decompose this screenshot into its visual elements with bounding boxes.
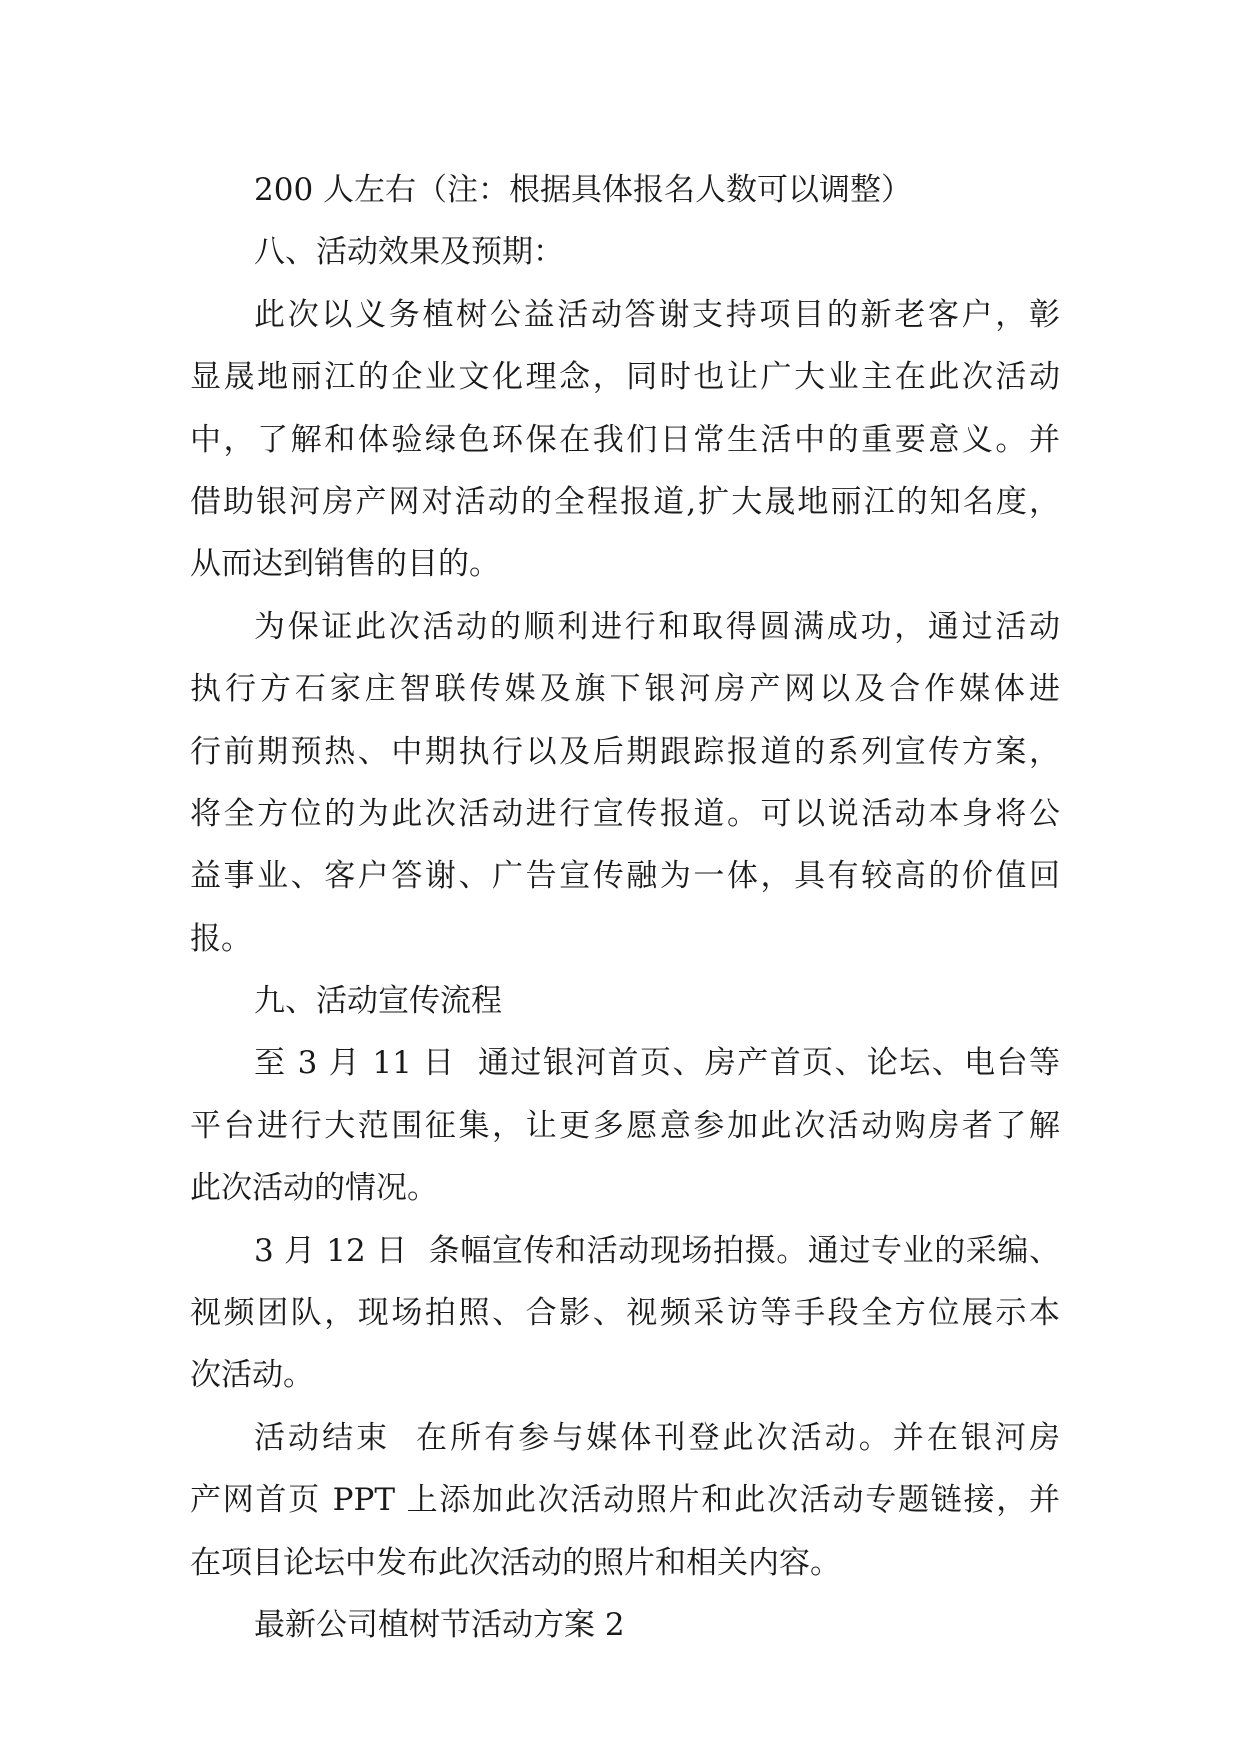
text-line: 九、活动宣传流程 (254, 983, 502, 1020)
text-line: 最新公司植树节活动方案 2 (254, 1606, 625, 1643)
text-line: 此次活动的情况。 (190, 1170, 438, 1207)
text-line: 执行方石家庄智联传媒及旗下银河房产网以及合作媒体进 (190, 671, 1060, 708)
text-line: 八、活动效果及预期： (254, 234, 564, 271)
text-line: 产网首页 PPT 上添加此次活动照片和此次活动专题链接，并 (190, 1482, 1060, 1519)
text-line: 此次以义务植树公益活动答谢支持项目的新老客户，彰 (254, 296, 1060, 333)
text-line: 次活动。 (190, 1357, 314, 1394)
text-line: 平台进行大范围征集，让更多愿意参加此次活动购房者了解 (190, 1107, 1060, 1144)
document-body (190, 159, 1060, 1656)
text-line: 至 3 月 11 日 通过银河首页、房产首页、论坛、电台等 (254, 1045, 1060, 1082)
text-line: 200 人左右（注：根据具体报名人数可以调整） (254, 172, 913, 208)
text-line: 在项目论坛中发布此次活动的照片和相关内容。 (190, 1544, 841, 1581)
text-line: 活动结束 在所有参与媒体刊登此次活动。并在银河房 (254, 1419, 1060, 1456)
text-line: 从而达到销售的目的。 (190, 546, 500, 583)
text-line: 视频团队，现场拍照、合影、视频采访等手段全方位展示本 (190, 1295, 1060, 1332)
text-line: 借助银河房产网对活动的全程报道,扩大晟地丽江的知名度， (190, 483, 1060, 520)
text-line: 为保证此次活动的顺利进行和取得圆满成功，通过活动 (254, 608, 1060, 645)
text-line: 显晟地丽江的企业文化理念，同时也让广大业主在此次活动 (190, 359, 1060, 396)
text-line: 益事业、客户答谢、广告宣传融为一体，具有较高的价值回 (190, 858, 1060, 895)
text-line: 报。 (190, 920, 252, 957)
text-line: 中，了解和体验绿色环保在我们日常生活中的重要意义。并 (190, 421, 1060, 458)
text-line: 行前期预热、中期执行以及后期跟踪报道的系列宣传方案， (190, 733, 1060, 770)
text-line: 将全方位的为此次活动进行宣传报道。可以说活动本身将公 (190, 795, 1060, 832)
text-line: 3 月 12 日 条幅宣传和活动现场拍摄。通过专业的采编、 (254, 1232, 1060, 1269)
